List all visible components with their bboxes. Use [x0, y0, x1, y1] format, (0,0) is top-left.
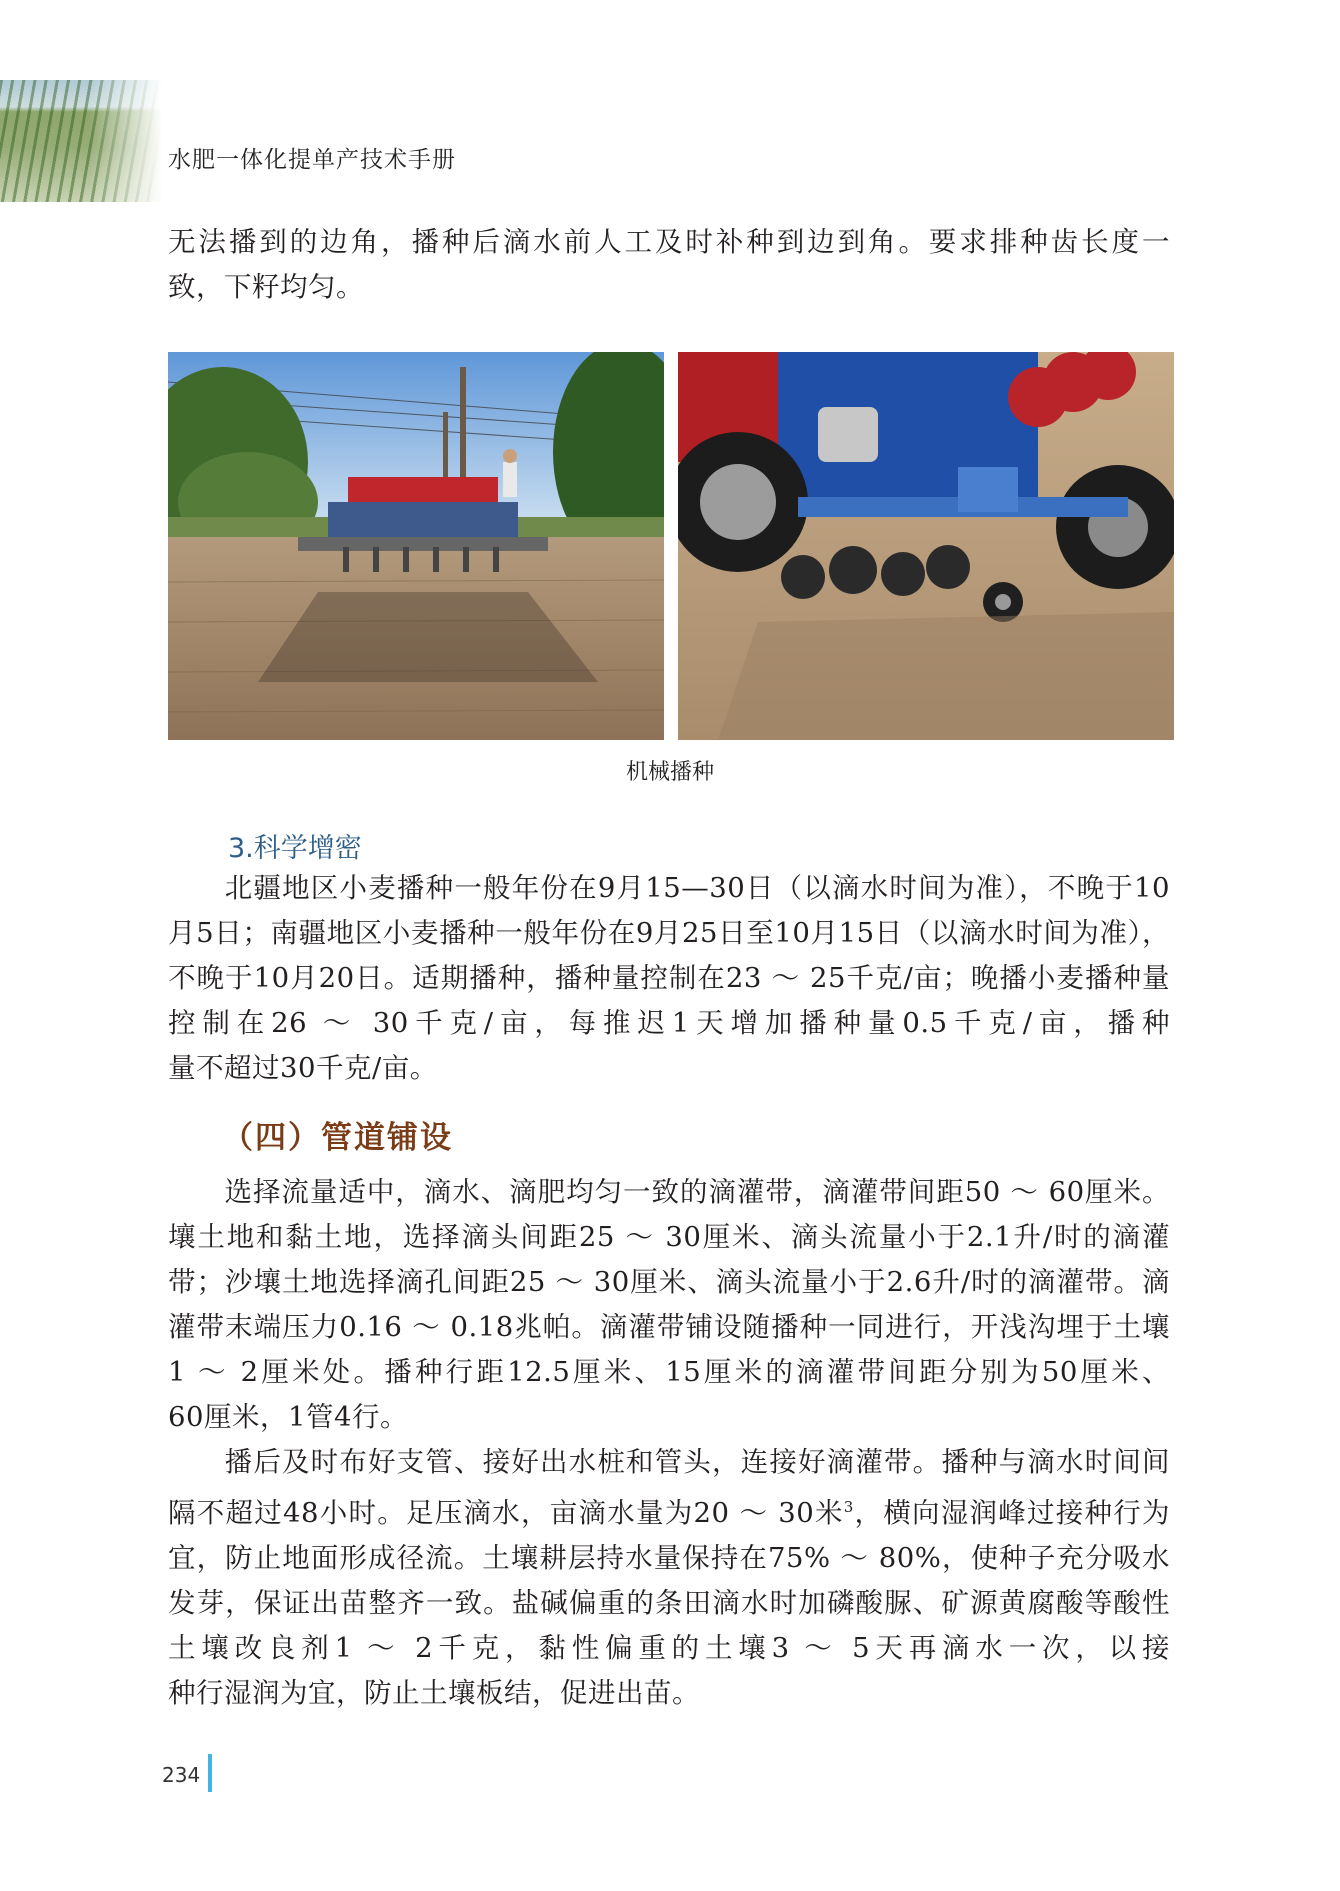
seeder-field-image [168, 352, 664, 740]
section-paragraph-2 [168, 1440, 1170, 1716]
section-heading: （四）管道铺设 [222, 1120, 453, 1156]
cubic-superscript: 3 [843, 1498, 854, 1516]
intro-text: 无法播到的边角，播种后滴水前人工及时补种到边到角。要求排种齿长度一 [168, 226, 1170, 258]
subsection-heading: 3.科学增密 [228, 833, 362, 864]
section-para1-text: 选择流量适中，滴水、滴肥均匀一致的滴灌带，滴灌带间距50 ～ 60厘米。壤土地和黏土地，选择滴头间距25 ～ 30厘米、滴头流量小于2.1升/时的滴灌带；沙壤土地选择滴孔间距25 ～ 30厘米、滴头流量小于2.6升/时的滴灌带。滴灌带末端压力0.16 ～ 0.18兆帕。滴灌带铺设随播种一同进行，开浅沟埋于土壤1 ～ 2厘米处。播种行距12.5厘米、15厘米的滴灌带间距分别为50厘米、 [168, 1176, 1170, 1388]
header-field-image [0, 80, 162, 202]
figure-caption: 机械播种 [625, 760, 714, 785]
intro-paragraph [168, 220, 1170, 310]
section-paragraph-1 [168, 1170, 1170, 1440]
section-para2-text-b: ，横向湿润峰过接种行为宜，防止地面形成径流。土壤耕层持水量保持在75% ～ 80%，使种子充分吸水发芽，保证出苗整齐一致。盐碱偏重的条田滴水时加磷酸脲、矿源黄腐酸等酸性土壤改良剂1 ～ 2千克，黏性偏重的土壤3 ～ 5天再滴水一次，以接 [168, 1497, 1170, 1665]
seeder-closeup-photo [678, 352, 1174, 740]
seeder-closeup-image [678, 352, 1174, 740]
section-para2-text-a: 播后及时布好支管、接好出水桩和管头，连接好滴灌带。播种与滴水时间间隔不超过48小时。足压滴水，亩滴水量为20 ～ 30米 [168, 1446, 1170, 1530]
section-para1-last-line: 60厘米，1管4行。 [168, 1401, 408, 1433]
page-number-accent-bar [208, 1754, 212, 1792]
page-number: 234 [162, 1763, 201, 1787]
section-para2-last-line: 种行湿润为宜，防止土壤板结，促进出苗。 [168, 1677, 700, 1710]
subsection-text: 北疆地区小麦播种一般年份在9月15—30日（以滴水时间为准），不晚于10月5日；南疆地区小麦播种一般年份在9月25日至10月15日（以滴水时间为准），不晚于10月20日。适期播种，播种量控制在23 ～ 25千克/亩；晚播小麦播种量控制在26 ～ 30千克/亩，每推迟1天增加播种量0.5千克/亩，播种 [168, 872, 1170, 1039]
seeder-field-photo [168, 352, 664, 740]
running-header: 水肥一体化提单产技术手册 [168, 147, 456, 173]
subsection-last-line: 量不超过30千克/亩。 [168, 1052, 438, 1084]
subsection-paragraph [168, 866, 1170, 1091]
intro-last-line: 致，下籽均匀。 [168, 271, 364, 303]
